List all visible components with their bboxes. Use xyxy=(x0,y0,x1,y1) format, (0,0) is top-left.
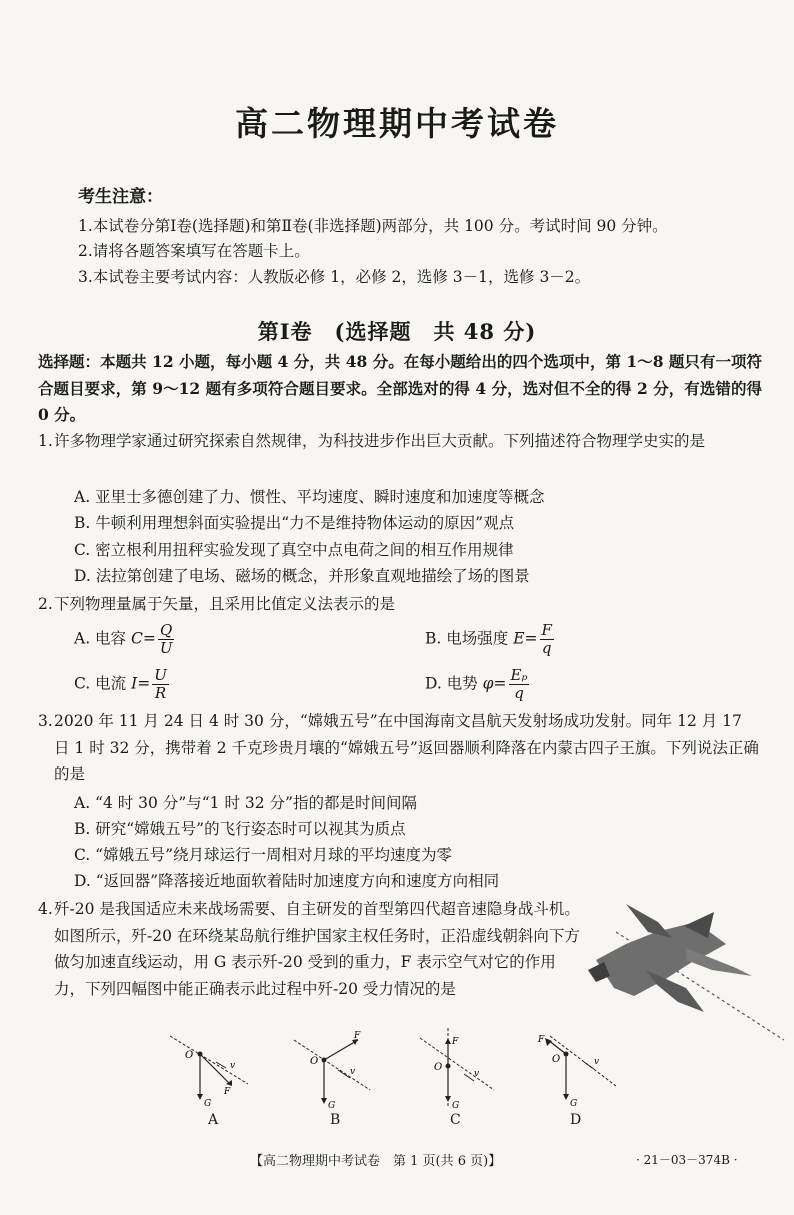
question-number: 2. xyxy=(38,595,53,613)
fighter-jet-image xyxy=(586,892,786,1042)
diagram-label-b: B xyxy=(330,1112,341,1128)
section-instructions: 选择题：本题共 12 小题，每小题 4 分，共 48 分。在每小题给出的四个选项中，第 1～8 题只有一项符合题目要求，第 9～12 题有多项符合题目要求。全部选对的得 4 分，选对但不全的得 2 分，有选错的得 0 分。 xyxy=(38,352,762,424)
option-b: B. 电场强度 E= $\frac{F}{q}$ xyxy=(425,621,552,657)
velocity-label: v xyxy=(230,1061,236,1071)
option-a: A. 亚里士多德创建了力、惯性、平均速度、瞬时速度和加速度等概念 xyxy=(74,488,545,506)
option-c: C. “嫦娥五号”绕月球运行一周相对月球的平均速度为零 xyxy=(74,846,453,864)
force-diagram-c xyxy=(412,1028,502,1108)
option-b: B. 牛顿利用理想斜面实验提出“力不是维持物体运动的原因”观点 xyxy=(74,514,515,532)
question-stem: 许多物理学家通过研究探索自然规律，为科技进步作出巨大贡献。下列描述符合物理学史实的是 xyxy=(54,432,706,450)
gravity-label: G xyxy=(328,1101,336,1108)
notice-item: 1.本试卷分第Ⅰ卷(选择题)和第Ⅱ卷(非选择题)两部分，共 100 分。考试时间 90 分钟。 xyxy=(78,217,668,235)
question-stem: 2020 年 11 月 24 日 4 时 30 分，“嫦娥五号”在中国海南文昌航天发射场成功发射。同年 12 月 17 日 1 时 32 分，携带着 2 千克珍贵月壤的“嫦娥五号”返回器顺利降落在内蒙古四子王旗。下列说法正确的是 xyxy=(54,712,759,783)
option-b: B. 研究“嫦娥五号”的飞行姿态时可以视其为质点 xyxy=(74,820,406,838)
question-1 xyxy=(38,428,762,455)
question-number: 3. xyxy=(38,712,53,730)
origin-label: O xyxy=(552,1054,561,1065)
origin-label: O xyxy=(434,1062,443,1073)
force-label: F xyxy=(224,1087,231,1097)
notice-item: 2.请将各题答案填写在答题卡上。 xyxy=(78,242,310,260)
question-4 xyxy=(38,896,583,1002)
diagram-label-a: A xyxy=(208,1112,219,1128)
gravity-label: G xyxy=(204,1099,212,1108)
question-number: 4. xyxy=(38,900,53,918)
fraction: $\frac{Q}{U}$ xyxy=(159,621,173,657)
fraction: $\frac{\text{Eₚ}}{q}$ xyxy=(510,666,528,702)
option-a: A. “4 时 30 分”与“1 时 32 分”指的都是时间间隔 xyxy=(74,794,417,812)
option-c: C. 密立根利用扭秤实验发现了真空中点电荷之间的相互作用规律 xyxy=(74,541,514,559)
question-3 xyxy=(38,708,762,788)
diagram-label-d: D xyxy=(570,1112,582,1128)
force-diagram-a xyxy=(164,1028,254,1108)
velocity-label: v xyxy=(350,1067,356,1077)
origin-label: O xyxy=(310,1056,319,1067)
exam-code: · 21－03－374B · xyxy=(636,1153,738,1167)
velocity-label: v xyxy=(474,1069,480,1079)
gravity-label: G xyxy=(570,1099,578,1108)
option-c: C. 电流 I= $\frac{U}{R}$ xyxy=(74,666,167,702)
force-diagram-d xyxy=(530,1028,620,1108)
section-title: 第Ⅰ卷 (选择题 共 48 分) xyxy=(257,319,537,344)
question-stem: 歼-20 是我国适应未来战场需要、自主研发的首型第四代超音速隐身战斗机。如图所示，歼-20 在环绕某岛航行维护国家主权任务时，正沿虚线朝斜向下方做匀加速直线运动，用 G 表示歼-20 受到的重力，F 表示空气对它的作用力，下列四幅图中能正确表示此过程中歼-20 受力情况的是 xyxy=(54,900,580,998)
question-number: 1. xyxy=(38,432,53,450)
diagram-label-c: C xyxy=(450,1112,461,1128)
question-2 xyxy=(38,591,762,618)
page-title: 高二物理期中考试卷 xyxy=(235,104,559,143)
option-d: D. 法拉第创建了电场、磁场的概念，并形象直观地描绘了场的图景 xyxy=(74,567,530,585)
fraction: $\frac{U}{R}$ xyxy=(154,666,167,702)
fraction: $\frac{F}{q}$ xyxy=(541,621,552,657)
origin-label: O xyxy=(185,1050,194,1061)
option-d: D. 电势 φ= $\frac{\text{Eₚ}}{q}$ xyxy=(425,666,528,702)
option-d: D. “返回器”降落接近地面软着陆时加速度方向和速度方向相同 xyxy=(74,872,500,890)
force-label: F xyxy=(354,1031,361,1041)
velocity-label: v xyxy=(594,1057,600,1067)
notice-item: 3.本试卷主要考试内容：人教版必修 1，必修 2，选修 3－1，选修 3－2。 xyxy=(78,268,591,286)
option-a: A. 电容 C= $\frac{Q}{U}$ xyxy=(74,621,173,657)
page-footer: 【高二物理期中考试卷 第 1 页(共 6 页)】 xyxy=(250,1154,502,1169)
gravity-label: G xyxy=(452,1101,460,1108)
question-stem: 下列物理量属于矢量，且采用比值定义法表示的是 xyxy=(54,595,396,613)
notice-heading: 考生注意： xyxy=(78,187,163,207)
force-label: F xyxy=(452,1037,459,1047)
force-label: F xyxy=(538,1035,545,1045)
force-diagram-b xyxy=(288,1028,378,1108)
